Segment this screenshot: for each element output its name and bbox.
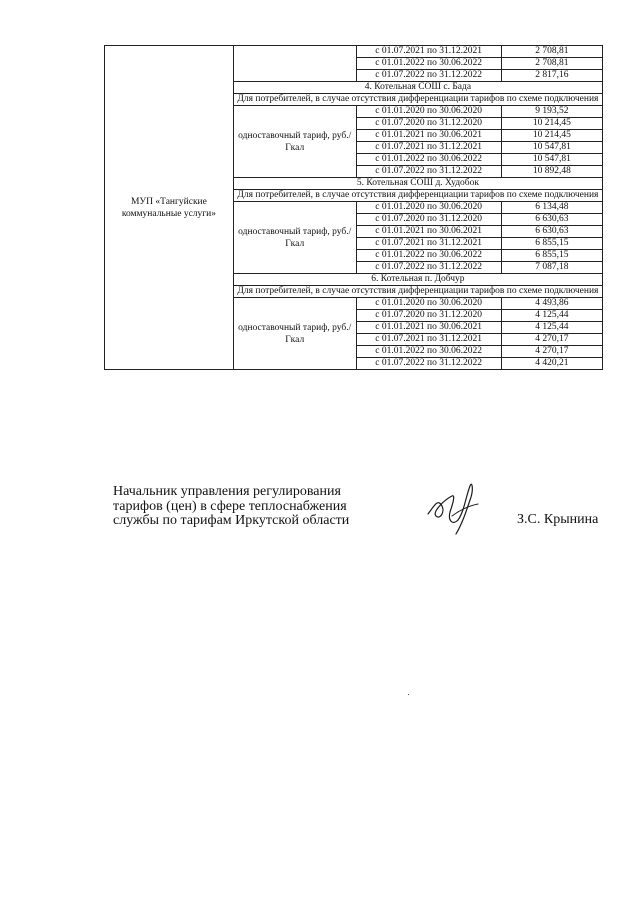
- tariff-kind-cell: одноставочный тариф, руб./Гкал: [233, 202, 356, 274]
- tariff-value-cell: 4 125,44: [501, 310, 602, 322]
- period-cell: с 01.07.2020 по 31.12.2020: [356, 118, 501, 130]
- period-cell: с 01.07.2020 по 31.12.2020: [356, 214, 501, 226]
- period-cell: с 01.07.2021 по 31.12.2021: [356, 334, 501, 346]
- section-note: Для потребителей, в случае отсутствия дифференциации тарифов по схеме подключения: [233, 94, 602, 106]
- period-cell: с 01.01.2022 по 30.06.2022: [356, 154, 501, 166]
- scan-artifact-dot: [408, 694, 409, 695]
- tariff-value-cell: 6 630,63: [501, 214, 602, 226]
- tariff-value-cell: 4 270,17: [501, 334, 602, 346]
- period-cell: с 01.01.2020 по 30.06.2020: [356, 202, 501, 214]
- tariff-value-cell: 10 892,48: [501, 166, 602, 178]
- period-cell: с 01.01.2021 по 30.06.2021: [356, 226, 501, 238]
- position-line: Начальник управления регулирования: [113, 484, 341, 499]
- tariff-value-cell: 4 125,44: [501, 322, 602, 334]
- tariff-value-cell: 2 708,81: [501, 46, 602, 58]
- tariff-value-cell: 4 493,86: [501, 298, 602, 310]
- tariff-value-cell: 10 214,45: [501, 130, 602, 142]
- tariff-value-cell: 10 547,81: [501, 142, 602, 154]
- period-cell: с 01.01.2020 по 30.06.2020: [356, 298, 501, 310]
- tariff-value-cell: 9 193,52: [501, 106, 602, 118]
- period-cell: с 01.01.2020 по 30.06.2020: [356, 106, 501, 118]
- period-cell: с 01.07.2020 по 31.12.2020: [356, 310, 501, 322]
- tariff-value-cell: 4 270,17: [501, 346, 602, 358]
- organization-cell: МУП «Тангуйские коммунальные услуги»: [105, 46, 234, 370]
- signer-name: З.С. Крынина: [517, 512, 599, 527]
- tariff-value-cell: 6 855,15: [501, 250, 602, 262]
- period-cell: с 01.07.2021 по 31.12.2021: [356, 238, 501, 250]
- period-cell: с 01.01.2021 по 30.06.2021: [356, 130, 501, 142]
- period-cell: с 01.07.2021 по 31.12.2021: [356, 142, 501, 154]
- position-line: службы по тарифам Иркутской области: [113, 513, 350, 528]
- period-cell: с 01.07.2022 по 31.12.2022: [356, 166, 501, 178]
- period-cell: с 01.01.2022 по 30.06.2022: [356, 346, 501, 358]
- tariff-value-cell: 2 708,81: [501, 58, 602, 70]
- tariff-value-cell: 6 630,63: [501, 226, 602, 238]
- period-cell: с 01.07.2021 по 31.12.2021: [356, 46, 501, 58]
- tariff-table-body: [105, 46, 603, 370]
- tariff-value-cell: 2 817,16: [501, 70, 602, 82]
- tariff-table: [104, 45, 603, 370]
- period-cell: с 01.07.2022 по 31.12.2022: [356, 358, 501, 370]
- tariff-value-cell: 6 855,15: [501, 238, 602, 250]
- section-note: Для потребителей, в случае отсутствия дифференциации тарифов по схеме подключения: [233, 190, 602, 202]
- tariff-value-cell: 10 214,45: [501, 118, 602, 130]
- period-cell: с 01.07.2022 по 31.12.2022: [356, 262, 501, 274]
- section-title: 6. Котельная п. Добчур: [233, 274, 602, 286]
- tariff-value-cell: 6 134,48: [501, 202, 602, 214]
- tariff-kind-cell: одноставочный тариф, руб./Гкал: [233, 106, 356, 178]
- tariff-kind-cell: [233, 46, 356, 82]
- period-cell: с 01.01.2021 по 30.06.2021: [356, 322, 501, 334]
- section-title: 5. Котельная СОШ д. Худобок: [233, 178, 602, 190]
- section-title: 4. Котельная СОШ с. Бада: [233, 82, 602, 94]
- period-cell: с 01.01.2022 по 30.06.2022: [356, 250, 501, 262]
- tariff-value-cell: 4 420,21: [501, 358, 602, 370]
- section-note: Для потребителей, в случае отсутствия дифференциации тарифов по схеме подключения: [233, 286, 602, 298]
- handwritten-signature: [422, 476, 492, 538]
- tariff-value-cell: 7 087,18: [501, 262, 602, 274]
- position-line: тарифов (цен) в сфере теплоснабжения: [113, 498, 347, 514]
- tariff-value-cell: 10 547,81: [501, 154, 602, 166]
- period-cell: с 01.01.2022 по 30.06.2022: [356, 58, 501, 70]
- tariff-kind-cell: одноставочный тариф, руб./Гкал: [233, 298, 356, 370]
- period-cell: с 01.07.2022 по 31.12.2022: [356, 70, 501, 82]
- table-row: [105, 46, 603, 58]
- signatory-position: [113, 485, 373, 529]
